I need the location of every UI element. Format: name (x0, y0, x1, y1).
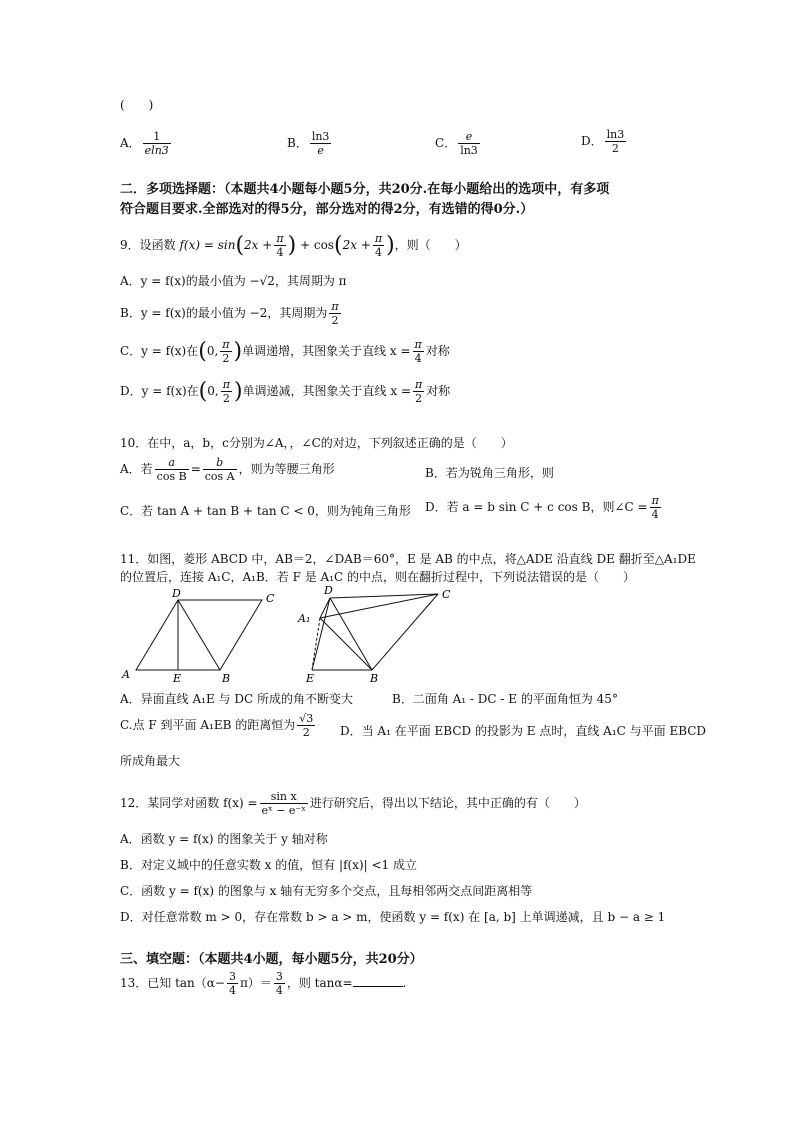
segment-a1d (320, 598, 330, 618)
q10-option-b: B．若为锐角三角形，则 (425, 466, 554, 480)
section2-heading-line2: 符合题目要求.全部选对的得5分，部分选对的得2分，有选错的得0分.） (120, 202, 534, 217)
q10-option-c: C．若 tan A + tan B + tan C < 0，则为钝角三角形 (120, 504, 411, 518)
q12-option-d: D．对任意常数 m > 0，存在常数 b > a > m，使函数 y = f(x) 在 [a, b] 上单调递减，且 b − a ≥ 1 (120, 910, 666, 924)
q9-option-c: C．y = f(x)在(0, $\frac{\pi}{2}$ )单调递增，其图象关于直线 x = $\frac{\pi}{4}$ 对称 (120, 338, 450, 365)
q11-option-d: D．当 A₁ 在平面 EBCD 的投影为 E 点时，直线 A₁C 与平面 EBCD (340, 724, 707, 738)
section3-heading: 三、填空题：（本题共4小题，每小题5分，共20分） (120, 952, 423, 967)
q8-option-d: D． $\frac{\ln 3}{2}$ (581, 128, 625, 155)
q8-option-b: B． $\frac{\ln 3}{e}$ (287, 130, 330, 157)
q9-option-a: A．y = f(x)的最小值为 −√2，其周期为 π (120, 274, 347, 288)
q11-figure-folded (296, 584, 466, 684)
q13-answer-blank[interactable] (353, 974, 403, 987)
q11-figure-rhombus (118, 588, 288, 684)
q8-answer-bracket: ( ) (120, 98, 154, 112)
segment-de (312, 598, 330, 670)
label-b: B (370, 672, 379, 684)
label-c: C (442, 588, 451, 601)
section2-heading-line1: 二．多项选择题：（本题共4小题每小题5分，共20分.在每小题给出的选项中，有多项 (120, 182, 610, 197)
q11-option-c: C.点 F 到平面 A₁EB 的距离恒为 $\frac{√3}{2}$ (120, 712, 314, 739)
q10-stem: 10．在中，a，b，c分别为∠A，，∠C的对边，下列叙述正确的是（ ） (120, 436, 513, 450)
q9-option-b: B．y = f(x)的最小值为 −2，其周期为 $\frac{\pi}{2}$ (120, 300, 339, 327)
q9-option-d: D．y = f(x)在(0, $\frac{\pi}{2}$ )单调递减，其图象关于直线 x = $\frac{\pi}{2}$ 对称 (120, 378, 451, 405)
label-a: A (122, 668, 130, 681)
label-b: B (222, 672, 231, 684)
label-d: D (324, 584, 333, 597)
q9-stem: 9．设函数 f(x) = sin(2x + $\frac{\pi}{4}$ ) + cos(2x + $\frac{\pi}{4}$ )，则（ ） (120, 232, 467, 259)
q8-option-c: C． $\frac{e}{\ln 3}$ (435, 130, 478, 157)
segment-db (178, 600, 220, 670)
label-e: E (173, 672, 182, 684)
q10-option-a: A．若 $\frac{a}{\text{cos B}}$ = $\frac{b}{\text{cos A}}$ ，则为等腰三角形 (120, 456, 335, 483)
q11-stem-line1: 11．如图，菱形 ABCD 中，AB＝2，∠DAB＝60°，E 是 AB 的中点，将△ADE 沿直线 DE 翻折至△A₁DE (120, 552, 696, 566)
q11-stem-line2: 的位置后，连接 A₁C，A₁B．若 F 是 A₁C 的中点，则在翻折过程中，下列说法错误的是（ ） (120, 570, 636, 584)
q12-option-b: B．对定义域中的任意实数 x 的值，恒有 |f(x)| <1 成立 (120, 858, 418, 872)
q12-option-a: A．函数 y = f(x) 的图象关于 y 轴对称 (120, 832, 328, 846)
q8-option-a: A． $\frac{1}{eln3}$ (120, 130, 169, 157)
q11-option-d-continued: 所成角最大 (120, 754, 181, 768)
q13-stem: 13．已知 tan（α− $\frac{3}{4}$ π）＝ $\frac{3}{4}$ ，则 tanα= . (120, 970, 407, 997)
q10-option-d: D．若 a = b sin C + c cos B，则∠C = $\frac{\pi}{4}$ (425, 494, 659, 521)
label-c: C (266, 592, 275, 605)
label-d: D (172, 588, 181, 600)
label-e: E (306, 672, 315, 684)
q11-option-a: A．异面直线 A₁E 与 DC 所成的角不断变大 (120, 692, 353, 706)
q12-stem: 12．某同学对函数 f(x) = $\frac{\text{sin x}}{\text{eˣ − e⁻ˣ}}$ 进行研究后，得出以下结论，其中正确的有（ ） (120, 790, 586, 817)
q11-option-b: B．二面角 A₁ - DC - E 的平面角恒为 45° (392, 692, 618, 706)
label-a1: A₁ (298, 612, 311, 625)
q12-option-c: C．函数 y = f(x) 的图象与 x 轴有无穷多个交点，且每相邻两交点间距离相等 (120, 884, 533, 898)
